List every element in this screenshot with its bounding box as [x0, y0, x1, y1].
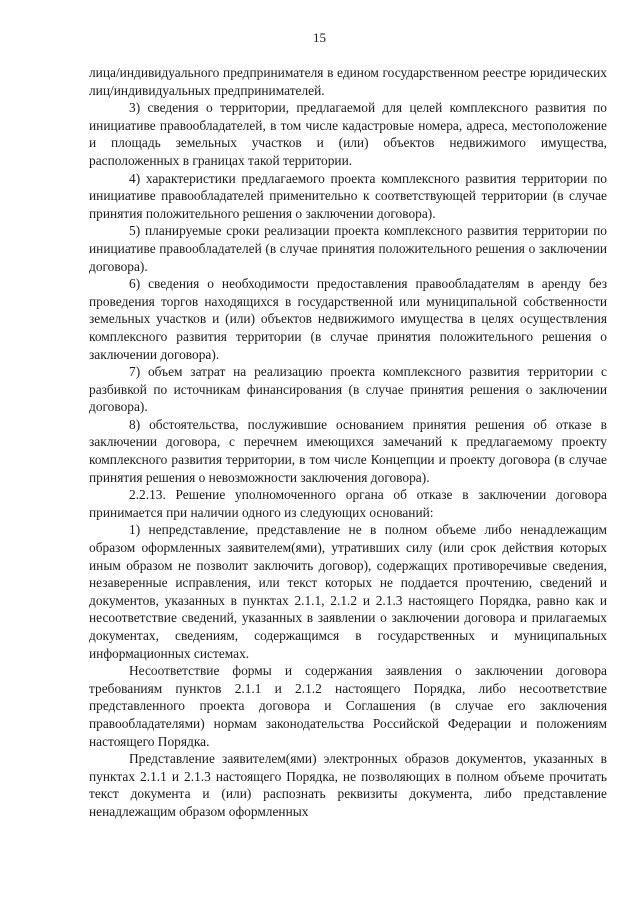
paragraph-continuation: лица/индивидуального предпринимателя в едином государственном реестре юридических лиц/индивидуальных предпринимателей.: [89, 65, 607, 98]
paragraph-item-7: 7) объем затрат на реализацию проекта комплексного развития территории с разбивкой по источникам финансирования (в случае принятия решения о заключении договора).: [89, 364, 607, 415]
paragraph-item-4: 4) характеристики предлагаемого проекта комплексного развития территории по инициативе правообладателей применительно к соответствующей территории (в случае принятия положительного решения о заключении договора).: [89, 170, 607, 221]
paragraph-clause-2-2-13: 2.2.13. Решение уполномоченного органа об отказе в заключении договора принимается при наличии одного из следующих оснований:: [89, 487, 607, 520]
paragraph-item-3: 3) сведения о территории, предлагаемой для целей комплексного развития по инициативе правообладателей, в том числе кадастровые номера, адреса, местоположение и площадь земельных участков и (или) объектов недвижимого имущества, расположенных в границах такой территории.: [89, 100, 607, 168]
paragraph-electronic-images: Представление заявителем(ями) электронных образов документов, указанных в пунктах 2.1.1 и 2.1.3 настоящего Порядка, не позволяющих в полном объеме прочитать текст документа и (или) распознать реквизиты документа, либо представление ненадлежащим образом оформленных: [89, 751, 607, 819]
paragraph-item-6: 6) сведения о необходимости предоставления правообладателям в аренду без проведения торгов находящихся в государственной или муниципальной собственности земельных участков и (или) объектов недвижимого имущества в целях осуществления комплексного развития территории (в случае принятия положительного решения о заключении договора).: [89, 276, 607, 362]
paragraph-ground-1: 1) непредставление, представление не в полном объеме либо ненадлежащим образом оформленных заявителем(ями), утративших силу (или срок действия которых иным образом не позволит заключить договор), содержащих противоречивые сведения, незаверенные исправления, или текст которых не поддается прочтению, сведений и документов, указанных в пунктах 2.1.1, 2.1.2 и 2.1.3 настоящего Порядка, равно как и несоответствие сведений, указанных в заявлении о заключении договора и прилагаемых документах, сведениям, содержащимся в государственных и муниципальных информационных системах.: [89, 522, 607, 661]
document-body: [89, 64, 607, 821]
page-number: 15: [313, 30, 326, 45]
paragraph-item-8: 8) обстоятельства, послужившие основанием принятия решения об отказе в заключении договора, с перечнем имеющихся замечаний к предлагаемому проекту комплексного развития территории, в том числе Концепции и проекту договора (в случае принятия решения о невозможности заключения договора).: [89, 416, 607, 485]
paragraph-form-mismatch: Несоответствие формы и содержания заявления о заключении договора требованиям пунктов 2.1.1 и 2.1.2 настоящего Порядка, либо несоответствие представленного проекта договора и Соглашения (в случае его заключения правообладателями) нормам законодательства Российской Федерации и положениям настоящего Порядка.: [89, 663, 607, 749]
paragraph-item-5: 5) планируемые сроки реализации проекта комплексного развития территории по инициативе правообладателей (в случае принятия положительного решения о заключении договора).: [89, 223, 607, 274]
